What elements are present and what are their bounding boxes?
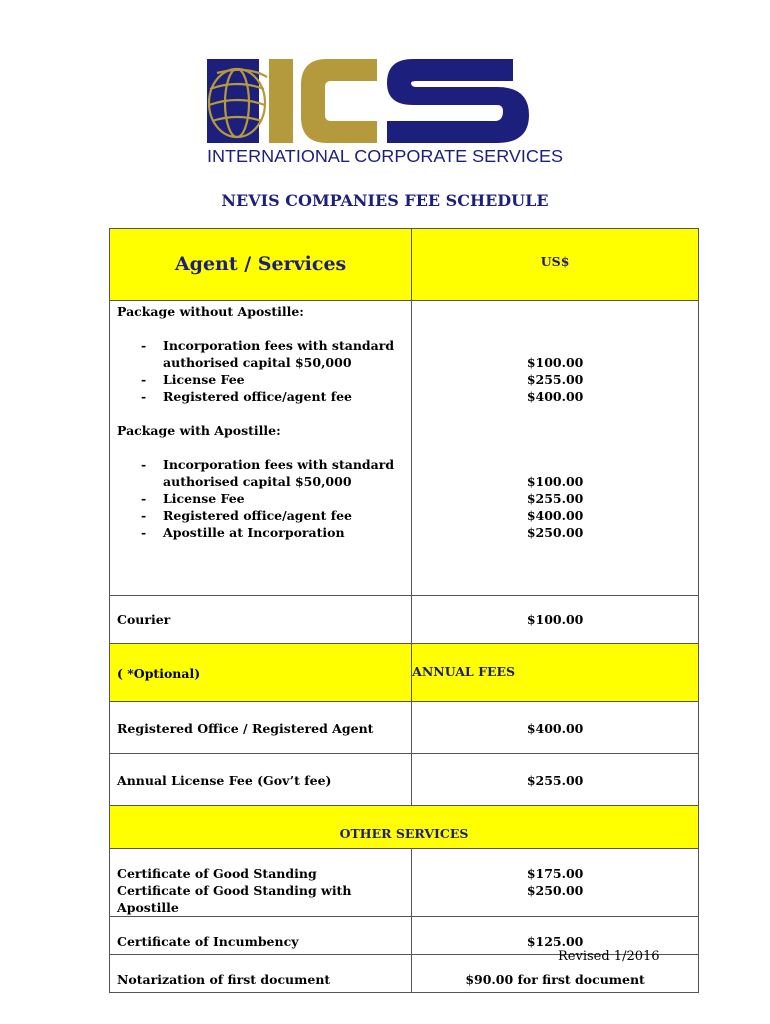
incumbency-label: Certificate of Incumbency (110, 917, 412, 955)
incumbency-value: $125.00 (412, 917, 699, 955)
logo-letter-i (269, 59, 293, 143)
list-item: - License Fee (117, 490, 404, 507)
other-services-title: OTHER SERVICES (110, 806, 699, 849)
annual-row-value: $255.00 (412, 754, 699, 806)
good-standing-apostille-label: Certificate of Good Standing with Apostille (117, 883, 352, 915)
other-services-header-row (110, 806, 699, 849)
fee-value: $100.00 (526, 355, 584, 370)
fee-value: $255.00 (526, 372, 584, 387)
list-item: - License Fee (117, 371, 404, 388)
table-row (110, 702, 699, 754)
logo-company-name: INTERNATIONAL CORPORATE SERVICES (207, 146, 563, 166)
header-currency: US$ (412, 229, 699, 301)
revision-note: Revised 1/2016 (558, 949, 660, 964)
list-item: - Registered office/agent fee (117, 388, 404, 405)
header-agent-services: Agent / Services (174, 253, 347, 275)
list-item: - Registered office/agent fee (117, 507, 404, 524)
ics-logo (207, 55, 567, 167)
package-with-label: Package with Apostille: (117, 423, 281, 438)
good-standing-apostille-value: $250.00 (526, 883, 584, 898)
courier-label: Courier (110, 596, 412, 644)
table-row (110, 849, 699, 917)
package-with-list (117, 456, 404, 541)
ics-logo-graphic (207, 55, 567, 167)
fee-schedule-table (109, 228, 699, 993)
fee-value: $400.00 (526, 389, 584, 404)
list-item: - Incorporation fees with standard authorised capital $50,000 (117, 456, 404, 490)
good-standing-value: $175.00 (526, 866, 584, 881)
page-title: NEVIS COMPANIES FEE SCHEDULE (221, 191, 549, 210)
courier-row (110, 596, 699, 644)
fee-value: $250.00 (526, 525, 584, 540)
fee-value: $100.00 (526, 474, 584, 489)
optional-label: ( *Optional) (110, 644, 412, 702)
package-without-list (117, 337, 404, 405)
courier-value: $100.00 (412, 596, 699, 644)
notarization-value: $90.00 for first document (412, 955, 699, 993)
fee-value: $255.00 (526, 491, 584, 506)
packages-row (110, 301, 699, 596)
annual-row-label: Annual License Fee (Gov’t fee) (110, 754, 412, 806)
list-item: - Apostille at Incorporation (117, 524, 404, 541)
good-standing-label: Certificate of Good Standing (117, 866, 317, 881)
table-row (110, 754, 699, 806)
notarization-label: Notarization of first document (110, 955, 412, 993)
table-header-row (110, 229, 699, 301)
annual-fees-title: ANNUAL FEES (412, 644, 699, 702)
logo-letter-s (387, 59, 529, 143)
package-without-label: Package without Apostille: (117, 304, 304, 319)
fee-value: $400.00 (526, 508, 584, 523)
annual-fees-header-row (110, 644, 699, 702)
list-item: - Incorporation fees with standard authorised capital $50,000 (117, 337, 404, 371)
annual-row-label: Registered Office / Registered Agent (110, 702, 412, 754)
annual-row-value: $400.00 (412, 702, 699, 754)
logo-letter-c (301, 59, 377, 143)
